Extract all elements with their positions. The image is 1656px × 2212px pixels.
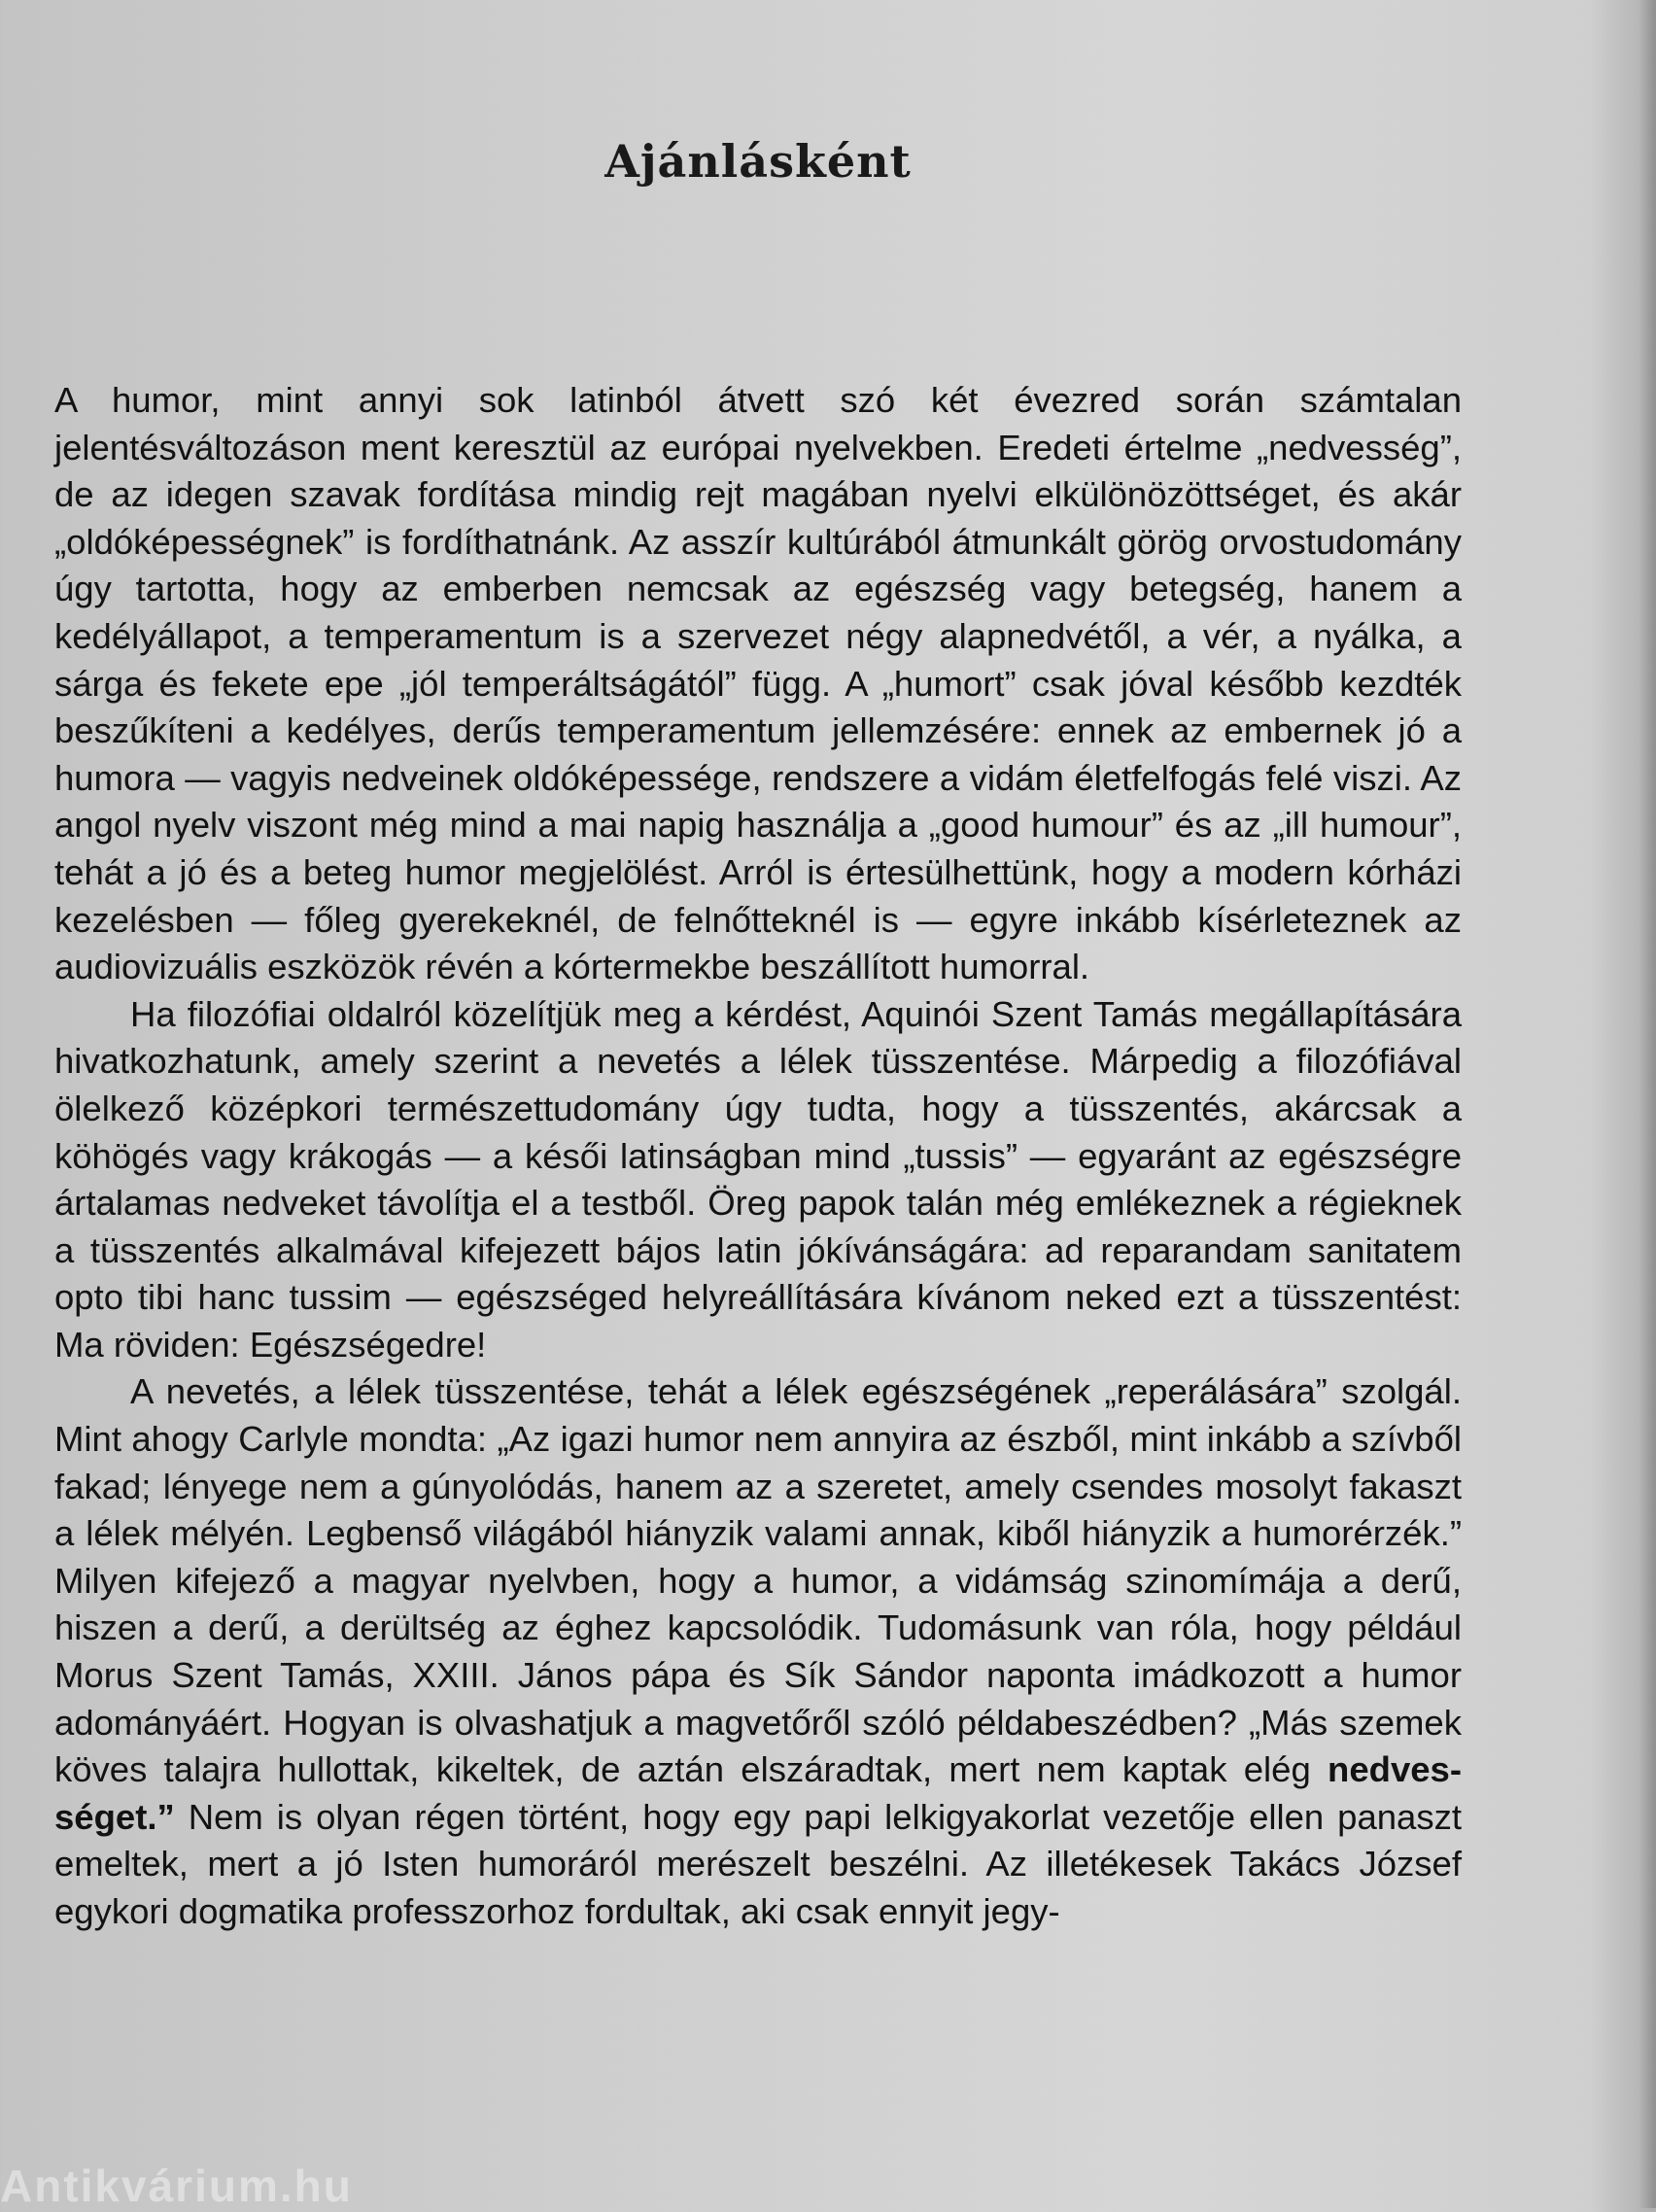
body-text <box>54 377 1462 1936</box>
paragraph-1 <box>54 377 1462 991</box>
bold-emphasis: nedvességet.” <box>54 1749 1462 1837</box>
page-edge-shadow <box>1639 0 1656 2208</box>
text-segment: Ha filozófiai oldalról közelítjük meg a kérdést, Aquinói Szent Tamás megállapítására hivatkozhatunk, amely szerint a nevetés a lélek tüsszentése. Márpedig a filozófiával ölelkező középkori természettudomány úgy tudta, hogy a tüsszentés, akárcsak a köhögés vagy krákogás — a késői latinságban mind „tussis” — egyaránt az egészségre ártalamas nedveket távolítja el a testből. Öreg papok talán még emlékeznek a régieknek a tüsszentés alkalmával kifejezett bájos latin jókívánságára: ad reparandam sanitatem opto tibi hanc tussim — egészséged helyreállítására kívánom neked ezt a tüsszentést: Ma röviden: Egészségedre! <box>54 993 1462 1365</box>
text-segment: A nevetés, a lélek tüsszentése, tehát a lélek egészségének „reperálására” szolgál. Mint ahogy Carlyle mondta: „Az igazi humor nem annyira az észből, mint inkább a szívből fakad; lényege nem a gúnyolódás, hanem az a szeretet, amely csendes mosolyt fakaszt a lélek mélyén. Legbenső világából hiányzik valami annak, kiből hiányzik a humorérzék.” Milyen kifejező a magyar nyelvben, hogy a humor, a vidámság szinomímája a derű, hiszen a derű, a derültség az éghez kapcsolódik. Tudomásunk van róla, hogy például Morus Szent Tamás, XXIII. János pápa és Sík Sándor naponta imádkozott a humor adományáért. Hogyan is olvashatjuk a magvetőről szóló példabeszédben? „Más szemek köves talajra hullottak, kikeltek, de aztán elszáradtak, mert nem kaptak elég <box>54 1371 1462 1790</box>
page-title: Ajánlásként <box>604 134 912 188</box>
text-segment: A humor, mint annyi sok latinból átvett szó két évezred során számtalan jelentésváltozáson ment keresztül az európai nyelvekben. Eredeti értelme „nedvesség”, de az idegen szavak fordítása mindig rejt magában nyelvi elkülönözöttséget, és akár „oldóképességnek” is fordíthatnánk. Az asszír kultúrából átmunkált görög orvostudomány úgy tartotta, hogy az emberben nemcsak az egészség vagy betegség, hanem a kedélyállapot, a temperamentum is a szervezet négy alapnedvétől, a vér, a nyálka, a sárga és fekete epe „jól temperáltságától” függ. A „humort” csak jóval később kezdték beszűkíteni a kedélyes, derűs temperamentum jellemzésére: ennek az embernek jó a humora — vagyis nedveinek oldóképessége, rendszere a vidám életfelfogás felé viszi. Az angol nyelv viszont még mind a mai napig használja a „good humour” és az „ill humour”, tehát a jó és a beteg humor megjelölést. Arról is értesülhettünk, hogy a modern kórházi kezelésben — főleg gyerekeknél, de felnőtteknél is — egyre inkább kísérleteznek az audiovizuális eszközök révén a kórtermekbe beszállított humorral. <box>54 380 1462 987</box>
paragraph-3 <box>54 1368 1462 1935</box>
text-segment: Nem is olyan régen történt, hogy egy papi lelkigyakorlat vezetője ellen panaszt emeltek, mert a jó Isten humoráról merészelt beszélni. Az illetékesek Takács József egykori dogmatika professzorhoz fordultak, aki csak ennyit jegy- <box>54 1796 1462 1931</box>
watermark: Antikvárium.hu <box>0 2160 353 2211</box>
paragraph-2 <box>54 991 1462 1369</box>
